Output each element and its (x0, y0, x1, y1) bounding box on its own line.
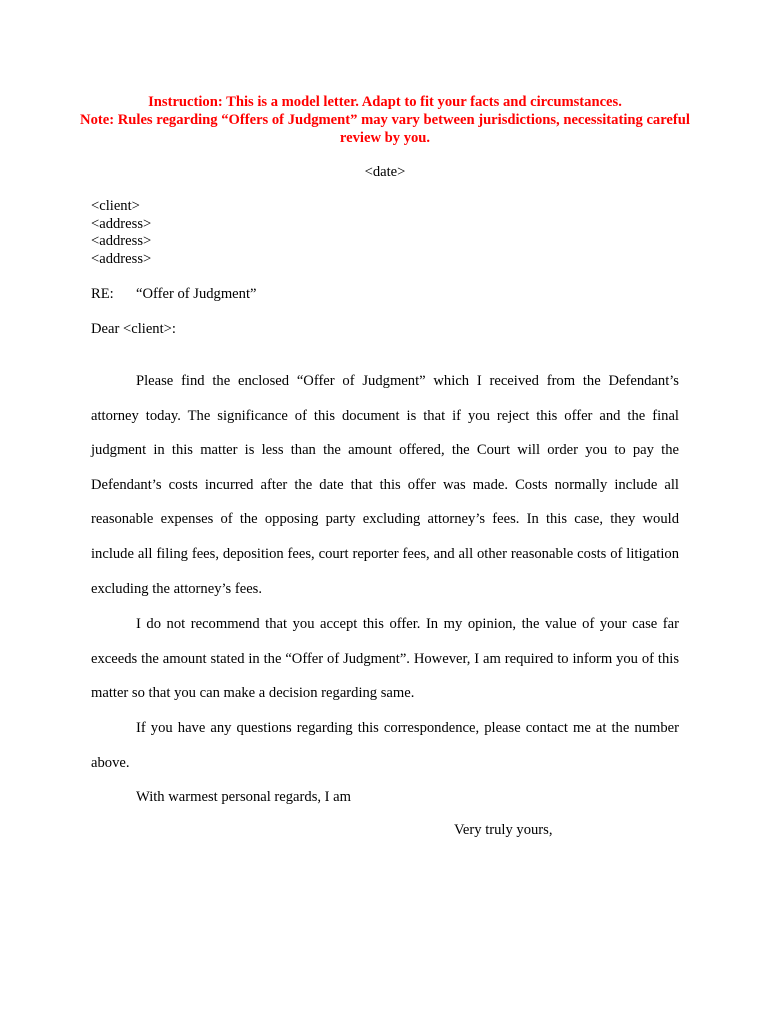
recipient-address-line: <address> (91, 250, 152, 267)
salutation: Dear <client>: (91, 321, 176, 337)
body-paragraph: Please find the enclosed “Offer of Judgment” which I received from the Defendant’s attorney today. The significance of this document is that if you reject this offer and the final judgment in this matter is less than the amount offered, the Court will order you to pay the Defendant’s costs incurred after the date that this offer was made. Costs normally include all reasonable expenses of the opposing party excluding attorney’s fees. In this case, they would include all filing fees, deposition fees, court reporter fees, and all other reasonable costs of litigation excluding the attorney’s fees. (91, 373, 679, 597)
subject-text: “Offer of Judgment” (136, 286, 257, 302)
subject-line (91, 285, 257, 303)
recipient-address-line: <address> (91, 215, 152, 232)
subject-label: RE: (91, 286, 114, 302)
instruction-line: Instruction: This is a model letter. Adapt to fit your facts and circumstances. (148, 94, 622, 110)
instruction-note (80, 93, 690, 147)
body-paragraph: If you have any questions regarding this correspondence, please contact me at the number above. (91, 720, 679, 771)
jurisdiction-note: Note: Rules regarding “Offers of Judgment” may vary between jurisdictions, necessitating careful review by you. (80, 112, 690, 146)
recipient-address-block (91, 198, 151, 268)
recipient-address-line: <address> (91, 233, 152, 249)
body-paragraph: I do not recommend that you accept this offer. In my opinion, the value of your case far exceeds the amount stated in the “Offer of Judgment”. However, I am required to inform you of this matter so that you can make a decision regarding same. (91, 616, 679, 702)
letter-date: <date> (364, 164, 406, 180)
recipient-client: <client> (91, 198, 140, 214)
closing-paragraph: With warmest personal regards, I am (136, 789, 352, 805)
complimentary-close: Very truly yours, (454, 822, 553, 838)
